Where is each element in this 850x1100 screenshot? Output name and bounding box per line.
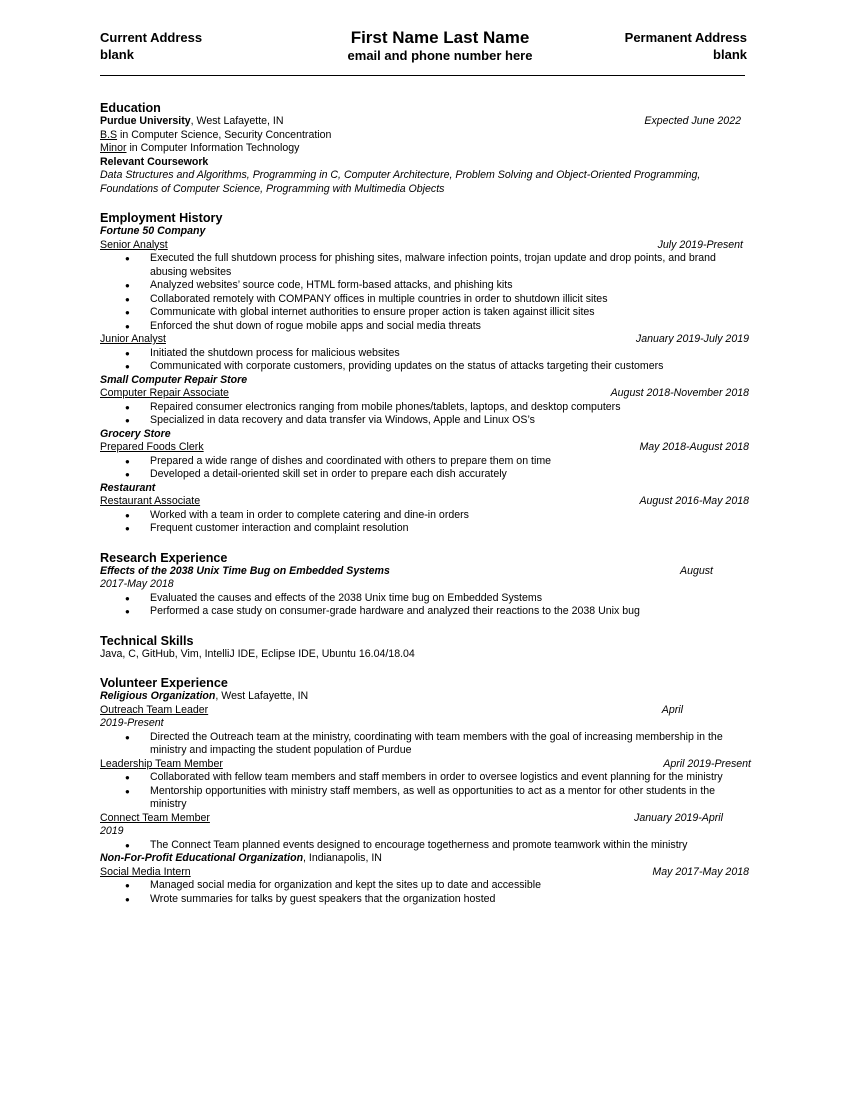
job-title: Prepared Foods Clerk bbox=[100, 441, 204, 453]
bullet: ● Frequent customer interaction and complaint resolution bbox=[100, 522, 745, 536]
organization-location: , Indianapolis, IN bbox=[303, 852, 382, 864]
role-title: Leadership Team Member bbox=[100, 757, 223, 770]
bullet: ● Evaluated the causes and effects of the 2038 Unix time bug on Embedded Systems bbox=[100, 592, 745, 606]
role-title: Outreach Team Leader bbox=[100, 703, 209, 716]
bullet: ● Communicate with global internet authorities to ensure proper action is taken against illicit sites bbox=[100, 306, 745, 320]
coursework: Foundations of Computer Science, Programming with Multimedia Objects bbox=[100, 182, 445, 195]
project-title: Effects of the 2038 Unix Time Bug on Embedded Systems bbox=[100, 564, 390, 577]
role-title: Social Media Intern bbox=[100, 865, 191, 878]
bullet: ● Executed the full shutdown process for phishing sites, malware infection points, trojan update and drop points, and brand abusing websites bbox=[100, 252, 745, 279]
degree-type: B.S bbox=[100, 128, 118, 141]
coursework: Data Structures and Algorithms, Programming in C, Computer Architecture, Problem Solving and Object-Oriented Programming, bbox=[100, 169, 701, 181]
date: January 2019-July 2019 bbox=[635, 333, 749, 345]
date: August bbox=[680, 564, 713, 577]
bullet: ● The Connect Team planned events designed to encourage togetherness and promote teamwork within the ministry bbox=[100, 839, 745, 853]
job-line bbox=[100, 239, 749, 253]
section-heading: Research Experience bbox=[100, 550, 228, 565]
date: January 2019-April bbox=[634, 811, 723, 824]
bullet-list bbox=[100, 509, 749, 536]
date: July 2019-Present bbox=[657, 238, 743, 251]
coursework-label: Relevant Coursework bbox=[100, 155, 209, 168]
bullet: ● Worked with a team in order to complete catering and dine-in orders bbox=[100, 509, 745, 523]
bullet: ● Wrote summaries for talks by guest speakers that the organization hosted bbox=[100, 893, 745, 907]
bullet-list bbox=[100, 592, 749, 619]
employment-section bbox=[100, 211, 749, 536]
organization-line bbox=[100, 852, 749, 866]
volunteer-section bbox=[100, 676, 749, 906]
minor: in Computer Information Technology bbox=[126, 142, 300, 154]
skills-section bbox=[100, 634, 749, 662]
role-line bbox=[100, 866, 749, 880]
bullet: ● Managed social media for organization and kept the sites up to date and accessible bbox=[100, 879, 745, 893]
bullet: ● Mentorship opportunities with ministry staff members, as well as opportunities to act as a mentor for other students in the ministry bbox=[100, 785, 745, 812]
name-block bbox=[300, 29, 580, 64]
job-title: Senior Analyst bbox=[100, 238, 168, 251]
research-section bbox=[100, 551, 749, 619]
bullet-list bbox=[100, 347, 749, 374]
date: 2019 bbox=[100, 825, 124, 837]
degree-line bbox=[100, 129, 749, 143]
date: August 2016-May 2018 bbox=[639, 495, 749, 507]
bullet: ● Enforced the shut down of rogue mobile apps and social media threats bbox=[100, 320, 745, 334]
school-line bbox=[100, 115, 749, 129]
skills-list: Java, C, GitHub, Vim, IntelliJ IDE, Eclipse IDE, Ubuntu 16.04/18.04 bbox=[100, 647, 415, 660]
bullet: ● Directed the Outreach team at the ministry, coordinating with team members with the goal of increasing membership in the ministry and impacting the student population of Purdue bbox=[100, 731, 745, 758]
date: May 2017-May 2018 bbox=[652, 865, 749, 878]
date: May 2018-August 2018 bbox=[639, 441, 749, 453]
bullet: ● Initiated the shutdown process for malicious websites bbox=[100, 347, 745, 361]
job-line bbox=[100, 441, 749, 455]
bullet: ● Analyzed websites’ source code, HTML form-based attacks, and phishing kits bbox=[100, 279, 745, 293]
job-title: Restaurant Associate bbox=[100, 495, 201, 507]
minor-line bbox=[100, 142, 749, 156]
section-heading: Technical Skills bbox=[100, 633, 194, 648]
date: August 2018-November 2018 bbox=[610, 387, 749, 399]
bullet-list bbox=[100, 839, 749, 853]
bullet-list bbox=[100, 771, 749, 812]
bullet-list bbox=[100, 252, 749, 333]
bullet-list bbox=[100, 455, 749, 482]
organization-location: , West Lafayette, IN bbox=[215, 690, 309, 702]
permanent-address-value: blank bbox=[713, 47, 747, 62]
company: Grocery Store bbox=[100, 427, 171, 440]
project-line bbox=[100, 565, 749, 579]
school-location: , West Lafayette, IN bbox=[190, 115, 284, 127]
section-heading: Education bbox=[100, 101, 161, 115]
organization: Non-For-Profit Educational Organization bbox=[100, 852, 304, 864]
company: Fortune 50 Company bbox=[100, 225, 206, 237]
current-address bbox=[100, 29, 202, 63]
bullet: ● Collaborated with fellow team members and staff members in order to oversee logistics and event planning for the ministry bbox=[100, 771, 745, 785]
education-section bbox=[100, 101, 749, 196]
job-title: Computer Repair Associate bbox=[100, 387, 229, 399]
current-address-value: blank bbox=[100, 47, 134, 62]
bullet: ● Developed a detail-oriented skill set in order to prepare each dish accurately bbox=[100, 468, 745, 482]
bullet: ● Repaired consumer electronics ranging from mobile phones/tablets, laptops, and desktop computers bbox=[100, 401, 745, 415]
job-line bbox=[100, 495, 749, 509]
role-line bbox=[100, 704, 749, 718]
bullet-list bbox=[100, 401, 749, 428]
date: 2019-Present bbox=[100, 717, 164, 729]
role-title: Connect Team Member bbox=[100, 811, 210, 824]
date: 2017-May 2018 bbox=[100, 578, 174, 590]
bullet: ● Collaborated remotely with COMPANY offices in multiple countries in order to shutdown illicit sites bbox=[100, 293, 745, 307]
bullet: ● Prepared a wide range of dishes and coordinated with others to prepare them on time bbox=[100, 455, 745, 469]
current-address-label: Current Address bbox=[100, 30, 203, 45]
job-line bbox=[100, 333, 749, 347]
section-heading: Employment History bbox=[100, 211, 223, 225]
bullet: ● Performed a case study on consumer-grade hardware and analyzed their reactions to the 2038 Unix bug bbox=[100, 605, 745, 619]
full-name: First Name Last Name bbox=[350, 28, 530, 47]
role-line bbox=[100, 812, 749, 826]
school-name: Purdue University bbox=[100, 115, 191, 127]
company: Restaurant bbox=[100, 481, 156, 494]
section-heading: Volunteer Experience bbox=[100, 676, 228, 690]
organization-line bbox=[100, 690, 749, 704]
degree: in Computer Science, Security Concentration bbox=[117, 128, 332, 141]
minor-label: Minor bbox=[100, 142, 127, 154]
role-line bbox=[100, 758, 749, 772]
bullet: ● Specialized in data recovery and data transfer via Windows, Apple and Linux OS’s bbox=[100, 414, 745, 428]
date: April 2019-Present bbox=[663, 757, 751, 770]
header-divider bbox=[100, 75, 745, 76]
bullet: ● Communicated with corporate customers, providing updates on the status of attacks targeting their customers bbox=[100, 360, 745, 374]
permanent-address bbox=[625, 29, 747, 63]
company: Small Computer Repair Store bbox=[100, 373, 248, 386]
organization: Religious Organization bbox=[100, 690, 216, 702]
job-title: Junior Analyst bbox=[100, 333, 166, 345]
bullet-list bbox=[100, 879, 749, 906]
permanent-address-label: Permanent Address bbox=[624, 30, 747, 45]
date: April bbox=[661, 703, 683, 716]
date: Expected June 2022 bbox=[644, 115, 741, 127]
contact-info: email and phone number here bbox=[347, 48, 533, 63]
job-line bbox=[100, 387, 749, 401]
bullet-list bbox=[100, 731, 749, 758]
